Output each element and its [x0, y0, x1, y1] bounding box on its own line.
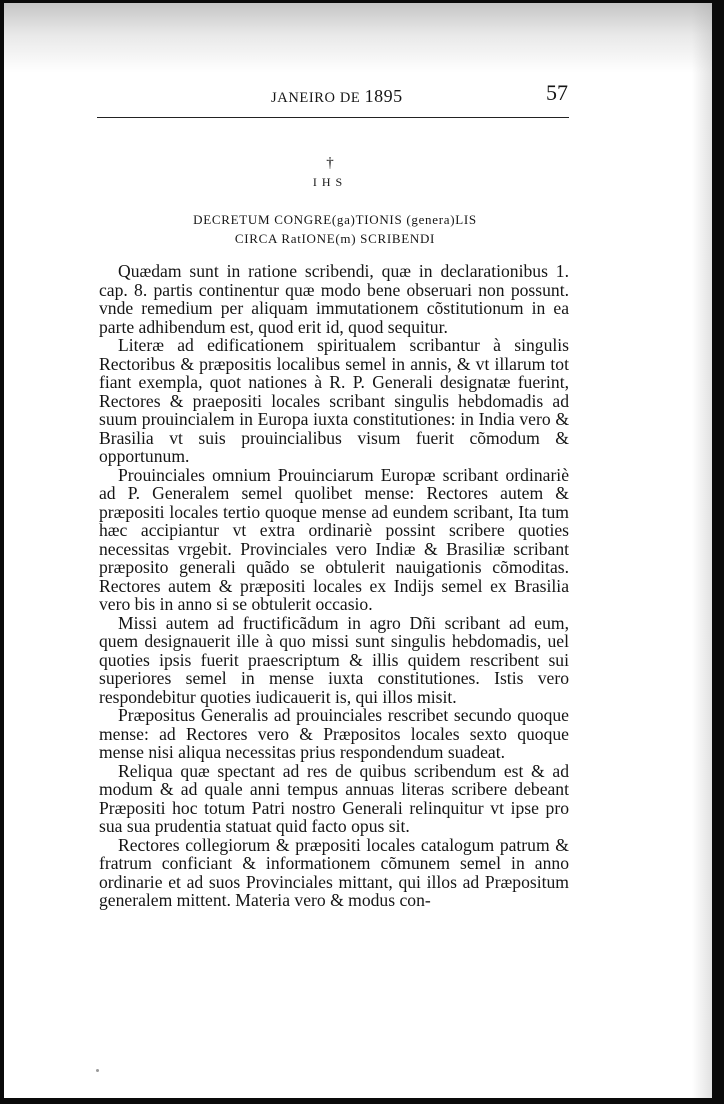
page-number: 57: [546, 80, 568, 105]
paragraph: Reliqua quæ spectant ad res de quibus scribendum est & ad modum & ad quale anni tempus annuas literas scribere debeant Præpositi hoc totum Patri nostro Generali relinquitur vt ipse pro sua sua prudentia statuat quid facto opus sit.: [99, 760, 569, 836]
header-rule: [97, 117, 569, 118]
paragraph: Quædam sunt in ratione scribendi, quæ in declarationibus 1. cap. 8. partis continentur quæ modo bene obseruari non possunt. vnde remedium per aliquam immutationem cõstitutionum in ea parte adhibendum est, quod erit id, quod sequitur.: [99, 261, 569, 337]
running-title-text: JANEIRO DE: [271, 90, 361, 106]
decree-title-line-1: DECRETUM CONGRE(ga)TIONIS (genera)LIS: [193, 212, 477, 227]
decree-title: [0, 210, 670, 248]
ihs-monogram: IHS: [312, 175, 348, 189]
running-header: [0, 80, 724, 110]
paper-speck: [96, 1069, 99, 1072]
running-title-year: 1895: [364, 86, 403, 106]
decree-title-line-2: CIRCA RatIONE(m) SCRIBENDI: [234, 231, 436, 246]
paragraph: Præpositus Generalis ad prouinciales rescribet secundo quoque mense: ad Rectores vero & Præpositos locales sexto quoque mense nisi aliqua necessitas prius respondendum suadeat.: [99, 705, 569, 762]
body-text: [99, 262, 569, 910]
running-title: [271, 86, 403, 107]
paragraph: Rectores collegiorum & præpositi locales catalogum patrum & fratrum conficiant & informationem cõmunem semel in anno ordinarie et ad suos Provinciales mittant, qui illos ad Præpositum generalem mittent. Materia vero & modus con-: [99, 834, 569, 910]
cross-icon: †: [326, 155, 334, 171]
paragraph: Literæ ad edificationem spiritualem scribantur à singulis Rectoribus & præpositis localibus semel in annis, & vt illarum tot fiant exempla, quot nationes à R. P. Generali designatæ fuerint, Rectores & praepositi locales scribant singulis hebdomadis ad suum prouincialem in Europa iuxta constitutiones: in India vero & Brasilia vt suis prouincialibus visum fuerit cõmodum & opportunum.: [99, 335, 569, 466]
paragraph: Missi autem ad fructificãdum in agro Dñi scribant ad eum, quem designauerit ille à quo missi sunt singulis hebdomadis, uel quoties ipsis fuerit praescriptum & illis quidem rescribent sui superiores semel in mense iuxta constitutiones. Istis vero respondebitur quoties iudicauerit is, qui illos misit.: [99, 612, 569, 707]
paragraph: Prouinciales omnium Prouinciarum Europæ scribant ordinariè ad P. Generalem semel quolibet mense: Rectores autem & præpositi locales tertio quoque mense ad eundem scribant, Ita tum hæc accipiantur vt extra ordinariè possint scribere quoties necessitas vrgebit. Provinciales vero Indiæ & Brasiliæ scribant præposito generali quãdo se obtulerit nauigationis cõmoditas. Rectores autem & præpositi locales ex Indijs semel ex Brasilia vero bis in anno si se obtulerit occasio.: [99, 464, 569, 614]
